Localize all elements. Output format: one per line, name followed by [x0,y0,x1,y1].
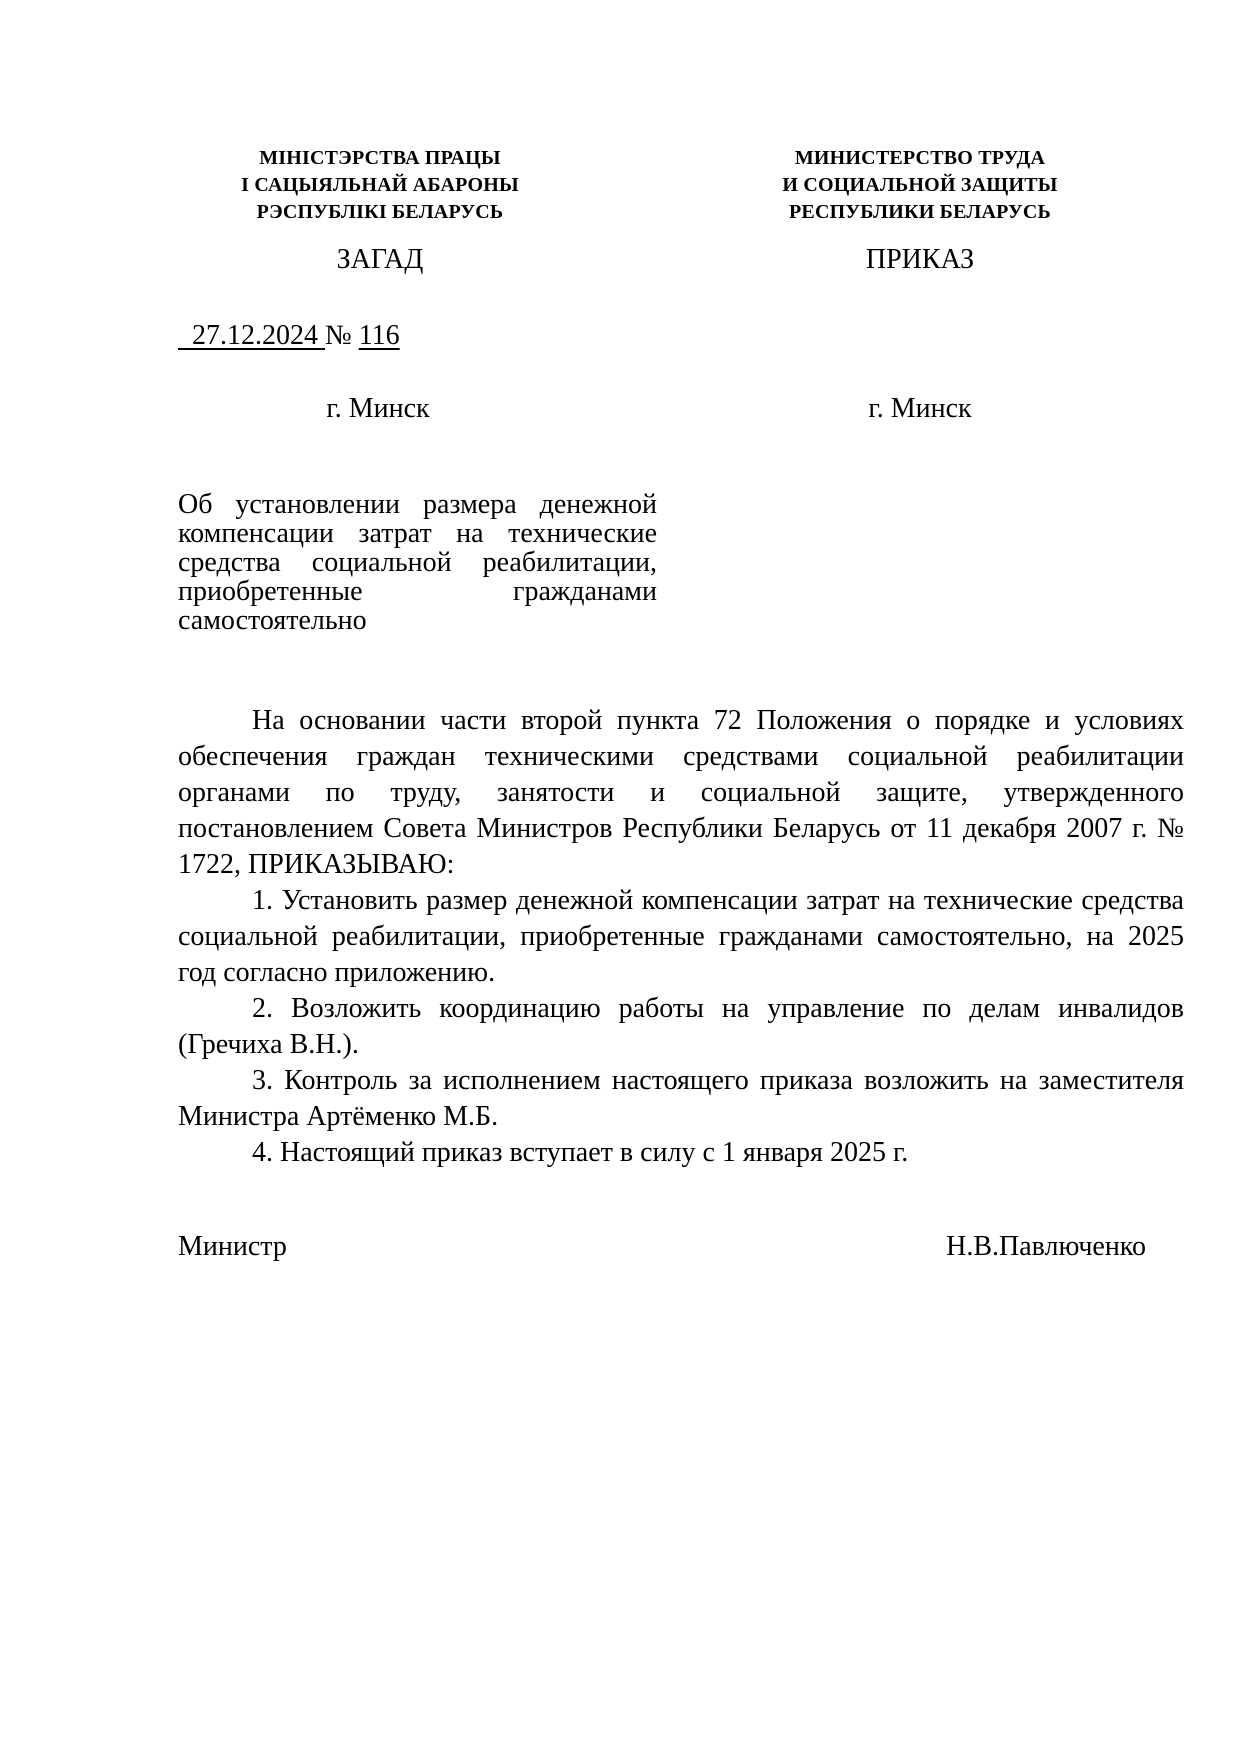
registration-date-field [178,320,325,351]
ministry-name-line: МІНІСТЭРСТВА ПРАЦЫ [259,147,501,169]
registration-date: 27.12.2024 [192,320,318,351]
preamble-paragraph: На основании части второй пункта 72 Положения о порядке и условиях обеспечения граждан техническими средствами социальной реабилитации органами по труду, занятости и социальной защите, утвержденного постановлением Совета Министров Республики Беларусь от 11 декабря 2007 г. № 1722, ПРИКАЗЫВАЮ: [178,705,1184,880]
order-item-2: 2. Возложить координацию работы на управление по делам инвалидов (Гречиха В.Н.). [178,993,1184,1060]
ministry-name-line: РЭСПУБЛІКІ БЕЛАРУСЬ [256,201,504,223]
doc-type-russian: ПРИКАЗ [865,244,975,275]
document-subject: Об установлении размера денежной компенсации затрат на технические средства социальной реабилитации, приобретенные гражданами самостоятельно [178,489,657,636]
registration-number: 116 [358,320,400,351]
order-item-1: 1. Установить размер денежной компенсации затрат на технические средства социальной реабилитации, приобретенные гражданами самостоятельно, на 2025 год согласно приложению. [178,885,1184,988]
ministry-name-belarusian [180,145,580,226]
number-sign: № [325,320,352,351]
registration-line [178,318,400,354]
ministry-name-line: И СОЦИАЛЬНОЙ ЗАЩИТЫ [782,174,1058,196]
city-russian: г. Минск [868,393,972,424]
signatory-position: Министр [178,1231,287,1262]
signature-block [178,1230,1146,1264]
order-item-4: 4. Настоящий приказ вступает в силу с 1 января 2025 г. [252,1137,909,1168]
city-belarusian: г. Минск [326,393,430,424]
doc-type-belarusian: ЗАГАД [336,244,424,275]
ministry-name-line: РЕСПУБЛИКИ БЕЛАРУСЬ [789,201,1051,223]
ministry-name-line: МИНИСТЕРСТВО ТРУДА [794,147,1046,169]
ministry-name-line: І САЦЫЯЛЬНАЙ АБАРОНЫ [241,174,519,196]
ministry-name-russian [720,145,1120,226]
document-body [178,703,1184,1171]
signatory-name: Н.В.Павлюченко [946,1231,1146,1262]
order-item-3: 3. Контроль за исполнением настоящего приказа возложить на заместителя Министра Артёменко М.Б. [178,1065,1184,1132]
